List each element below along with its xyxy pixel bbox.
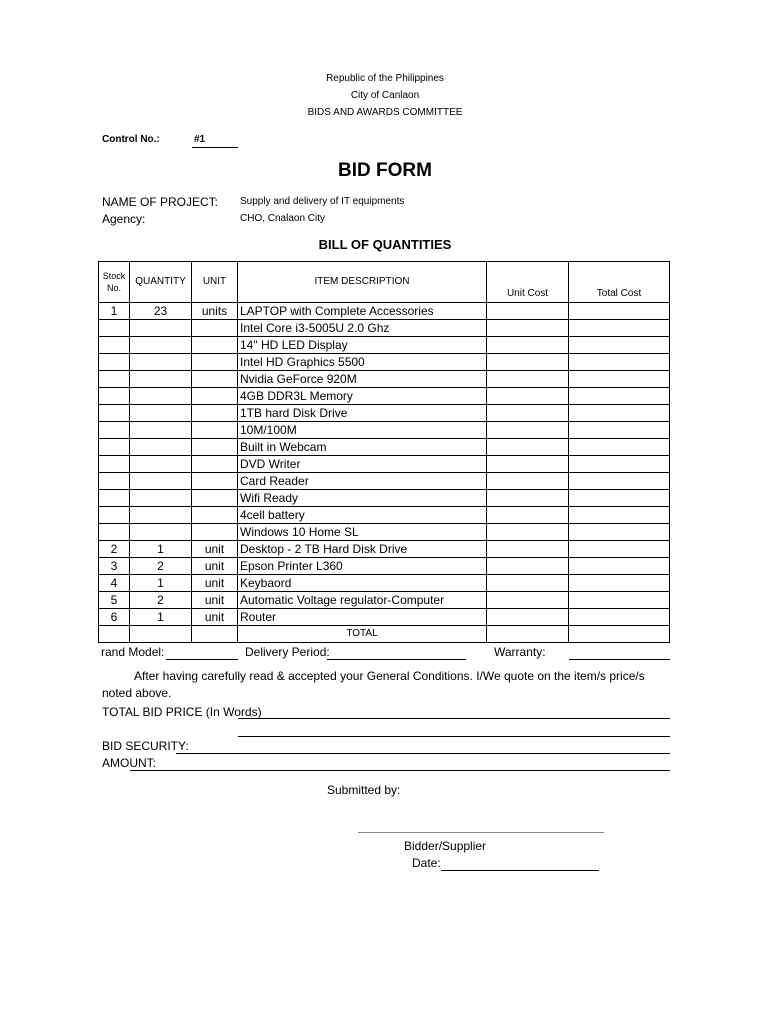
cell-total-cost[interactable]: [569, 456, 670, 473]
cell-unit-cost[interactable]: [487, 456, 569, 473]
cell-unit: [192, 507, 238, 524]
total-label: TOTAL: [238, 626, 487, 643]
cell-item-description: Keybaord: [238, 575, 487, 592]
cell-unit: [192, 524, 238, 541]
cell-quantity: 1: [130, 609, 192, 626]
bill-of-quantities-table: [98, 261, 670, 643]
quote-paragraph-line1: After having carefully read & accepted your General Conditions. I/We quote on the item/s price/s: [134, 669, 645, 683]
cell-total-cost[interactable]: [569, 609, 670, 626]
cell-quantity: [130, 439, 192, 456]
cell-stock-no: 4: [99, 575, 130, 592]
cell-stock-no: 3: [99, 558, 130, 575]
cell-quantity: 2: [130, 592, 192, 609]
cell-unit-cost[interactable]: [487, 337, 569, 354]
cell-unit-cost[interactable]: [487, 405, 569, 422]
cell-total-cost[interactable]: [569, 592, 670, 609]
header-republic: Republic of the Philippines: [326, 73, 444, 84]
cell-unit: [192, 473, 238, 490]
cell-total-cost[interactable]: [569, 490, 670, 507]
cell-quantity: 1: [130, 541, 192, 558]
cell-item-description: Desktop - 2 TB Hard Disk Drive: [238, 541, 487, 558]
cell-quantity: [130, 490, 192, 507]
cell-empty: [99, 626, 130, 643]
header-unit-cost: Unit Cost: [487, 262, 569, 303]
cell-unit: [192, 405, 238, 422]
cell-total-cost[interactable]: [569, 388, 670, 405]
cell-quantity: [130, 507, 192, 524]
amount-field[interactable]: [130, 770, 670, 771]
cell-item-description: LAPTOP with Complete Accessories: [238, 303, 487, 320]
cell-unit: unit: [192, 592, 238, 609]
table-row: [99, 541, 670, 558]
cell-total-cost[interactable]: [569, 541, 670, 558]
header-committee: BIDS AND AWARDS COMMITTEE: [307, 107, 463, 118]
table-row: [99, 371, 670, 388]
cell-unit: [192, 354, 238, 371]
cell-total-cost[interactable]: [569, 405, 670, 422]
header-stock-no: Stock No.: [99, 262, 130, 303]
cell-item-description: 10M/100M: [238, 422, 487, 439]
cell-item-description: Card Reader: [238, 473, 487, 490]
table-row: [99, 303, 670, 320]
amount-label: AMOUNT:: [102, 756, 156, 770]
cell-item-description: 4GB DDR3L Memory: [238, 388, 487, 405]
cell-unit-cost[interactable]: [487, 524, 569, 541]
cell-unit: [192, 456, 238, 473]
control-label: Control No.:: [102, 134, 160, 145]
cell-item-description: Wifi Ready: [238, 490, 487, 507]
cell-item-description: Built in Webcam: [238, 439, 487, 456]
cell-unit-cost[interactable]: [487, 575, 569, 592]
cell-total-cost[interactable]: [569, 524, 670, 541]
cell-unit-cost[interactable]: [487, 558, 569, 575]
header-city: City of Canlaon: [350, 90, 420, 101]
cell-unit-cost[interactable]: [487, 507, 569, 524]
project-name-value: Supply and delivery of IT equipments: [240, 196, 405, 207]
brand-model-field[interactable]: [166, 659, 238, 660]
table-row: [99, 456, 670, 473]
header-quantity: QUANTITY: [130, 262, 192, 303]
cell-stock-no: [99, 490, 130, 507]
table-row: [99, 490, 670, 507]
cell-unit: [192, 371, 238, 388]
cell-total-cost[interactable]: [569, 439, 670, 456]
header-unit: UNIT: [192, 262, 238, 303]
delivery-period-label: Delivery Period:: [245, 645, 330, 659]
cell-unit: unit: [192, 609, 238, 626]
table-row: [99, 388, 670, 405]
cell-quantity: [130, 371, 192, 388]
table-row: [99, 507, 670, 524]
date-field[interactable]: [441, 870, 599, 871]
submitted-by-label: Submitted by:: [327, 783, 401, 797]
cell-item-description: DVD Writer: [238, 456, 487, 473]
agency-label: Agency:: [102, 212, 146, 226]
table-row: [99, 405, 670, 422]
cell-unit: unit: [192, 541, 238, 558]
cell-stock-no: [99, 388, 130, 405]
cell-unit-cost[interactable]: [487, 320, 569, 337]
bid-security-label: BID SECURITY:: [102, 739, 189, 753]
cell-total-cost[interactable]: [569, 337, 670, 354]
table-row: [99, 575, 670, 592]
cell-quantity: [130, 320, 192, 337]
cell-unit-cost[interactable]: [487, 541, 569, 558]
cell-unit-cost[interactable]: [487, 439, 569, 456]
cell-stock-no: [99, 422, 130, 439]
cell-unit: [192, 439, 238, 456]
cell-unit-cost[interactable]: [487, 422, 569, 439]
cell-unit-cost[interactable]: [487, 473, 569, 490]
cell-item-description: 14" HD LED Display: [238, 337, 487, 354]
total-bid-price-field-2[interactable]: [238, 736, 670, 737]
control-underline: [192, 147, 238, 148]
cell-unit: [192, 388, 238, 405]
cell-stock-no: [99, 473, 130, 490]
cell-total-cost[interactable]: [569, 558, 670, 575]
cell-item-description: 4cell battery: [238, 507, 487, 524]
table-total-row: [99, 626, 670, 643]
cell-total-cost[interactable]: [569, 320, 670, 337]
table-row: [99, 609, 670, 626]
table-row: [99, 558, 670, 575]
cell-quantity: [130, 337, 192, 354]
table-row: [99, 592, 670, 609]
header-item-description: ITEM DESCRIPTION: [238, 262, 487, 303]
cell-unit-cost[interactable]: [487, 592, 569, 609]
project-name-label: NAME OF PROJECT:: [102, 195, 219, 209]
cell-quantity: 23: [130, 303, 192, 320]
cell-unit: unit: [192, 575, 238, 592]
cell-empty: [130, 626, 192, 643]
table-row: [99, 337, 670, 354]
cell-total-cost[interactable]: [569, 354, 670, 371]
cell-item-description: Intel HD Graphics 5500: [238, 354, 487, 371]
cell-item-description: 1TB hard Disk Drive: [238, 405, 487, 422]
cell-unit: [192, 490, 238, 507]
cell-stock-no: [99, 405, 130, 422]
cell-stock-no: 2: [99, 541, 130, 558]
cell-stock-no: [99, 439, 130, 456]
table-row: [99, 473, 670, 490]
cell-unit: [192, 422, 238, 439]
cell-quantity: 2: [130, 558, 192, 575]
brand-model-label: rand Model:: [101, 645, 165, 659]
cell-stock-no: [99, 320, 130, 337]
cell-item-description: Automatic Voltage regulator-Computer: [238, 592, 487, 609]
cell-unit: [192, 337, 238, 354]
date-label: Date:: [412, 856, 441, 870]
signature-line[interactable]: [358, 832, 604, 833]
cell-stock-no: [99, 371, 130, 388]
table-row: [99, 354, 670, 371]
cell-unit: [192, 320, 238, 337]
cell-unit-cost[interactable]: [487, 609, 569, 626]
cell-stock-no: [99, 456, 130, 473]
control-value: #1: [194, 134, 206, 145]
bidder-supplier-label: Bidder/Supplier: [404, 839, 487, 853]
delivery-period-field[interactable]: [327, 659, 466, 660]
cell-quantity: [130, 405, 192, 422]
cell-empty: [192, 626, 238, 643]
cell-total-cost[interactable]: [569, 575, 670, 592]
cell-stock-no: [99, 337, 130, 354]
cell-total-unit-cost[interactable]: [487, 626, 569, 643]
cell-item-description: Router: [238, 609, 487, 626]
total-bid-price-label: TOTAL BID PRICE (In Words): [102, 705, 262, 719]
warranty-label: Warranty:: [494, 645, 546, 659]
cell-unit-cost[interactable]: [487, 490, 569, 507]
warranty-field[interactable]: [569, 659, 670, 660]
cell-unit: units: [192, 303, 238, 320]
cell-total-cost[interactable]: [569, 507, 670, 524]
cell-item-description: Epson Printer L360: [238, 558, 487, 575]
bid-security-field[interactable]: [176, 753, 670, 754]
cell-unit-cost[interactable]: [487, 388, 569, 405]
cell-stock-no: [99, 507, 130, 524]
cell-quantity: [130, 524, 192, 541]
cell-quantity: [130, 473, 192, 490]
cell-stock-no: 5: [99, 592, 130, 609]
cell-grand-total[interactable]: [569, 626, 670, 643]
cell-quantity: [130, 456, 192, 473]
cell-stock-no: [99, 354, 130, 371]
cell-stock-no: [99, 524, 130, 541]
cell-unit-cost[interactable]: [487, 354, 569, 371]
cell-total-cost[interactable]: [569, 422, 670, 439]
table-row: [99, 439, 670, 456]
cell-total-cost[interactable]: [569, 371, 670, 388]
cell-quantity: 1: [130, 575, 192, 592]
quote-paragraph-line2: noted above.: [102, 686, 172, 700]
header-total-cost: Total Cost: [569, 262, 670, 303]
cell-stock-no: 1: [99, 303, 130, 320]
table-header-row: [99, 262, 670, 303]
cell-quantity: [130, 354, 192, 371]
cell-quantity: [130, 388, 192, 405]
cell-unit-cost[interactable]: [487, 303, 569, 320]
agency-value: CHO, Cnalaon City: [240, 213, 326, 224]
cell-unit-cost[interactable]: [487, 371, 569, 388]
cell-item-description: Nvidia GeForce 920M: [238, 371, 487, 388]
total-bid-price-field[interactable]: [238, 718, 670, 719]
page-title: BID FORM: [338, 160, 432, 181]
cell-total-cost[interactable]: [569, 473, 670, 490]
cell-item-description: Windows 10 Home SL: [238, 524, 487, 541]
table-row: [99, 524, 670, 541]
cell-total-cost[interactable]: [569, 303, 670, 320]
cell-item-description: Intel Core i3-5005U 2.0 Ghz: [238, 320, 487, 337]
cell-unit: unit: [192, 558, 238, 575]
table-row: [99, 422, 670, 439]
table-row: [99, 320, 670, 337]
cell-quantity: [130, 422, 192, 439]
boq-title: BILL OF QUANTITIES: [318, 237, 452, 252]
cell-stock-no: 6: [99, 609, 130, 626]
